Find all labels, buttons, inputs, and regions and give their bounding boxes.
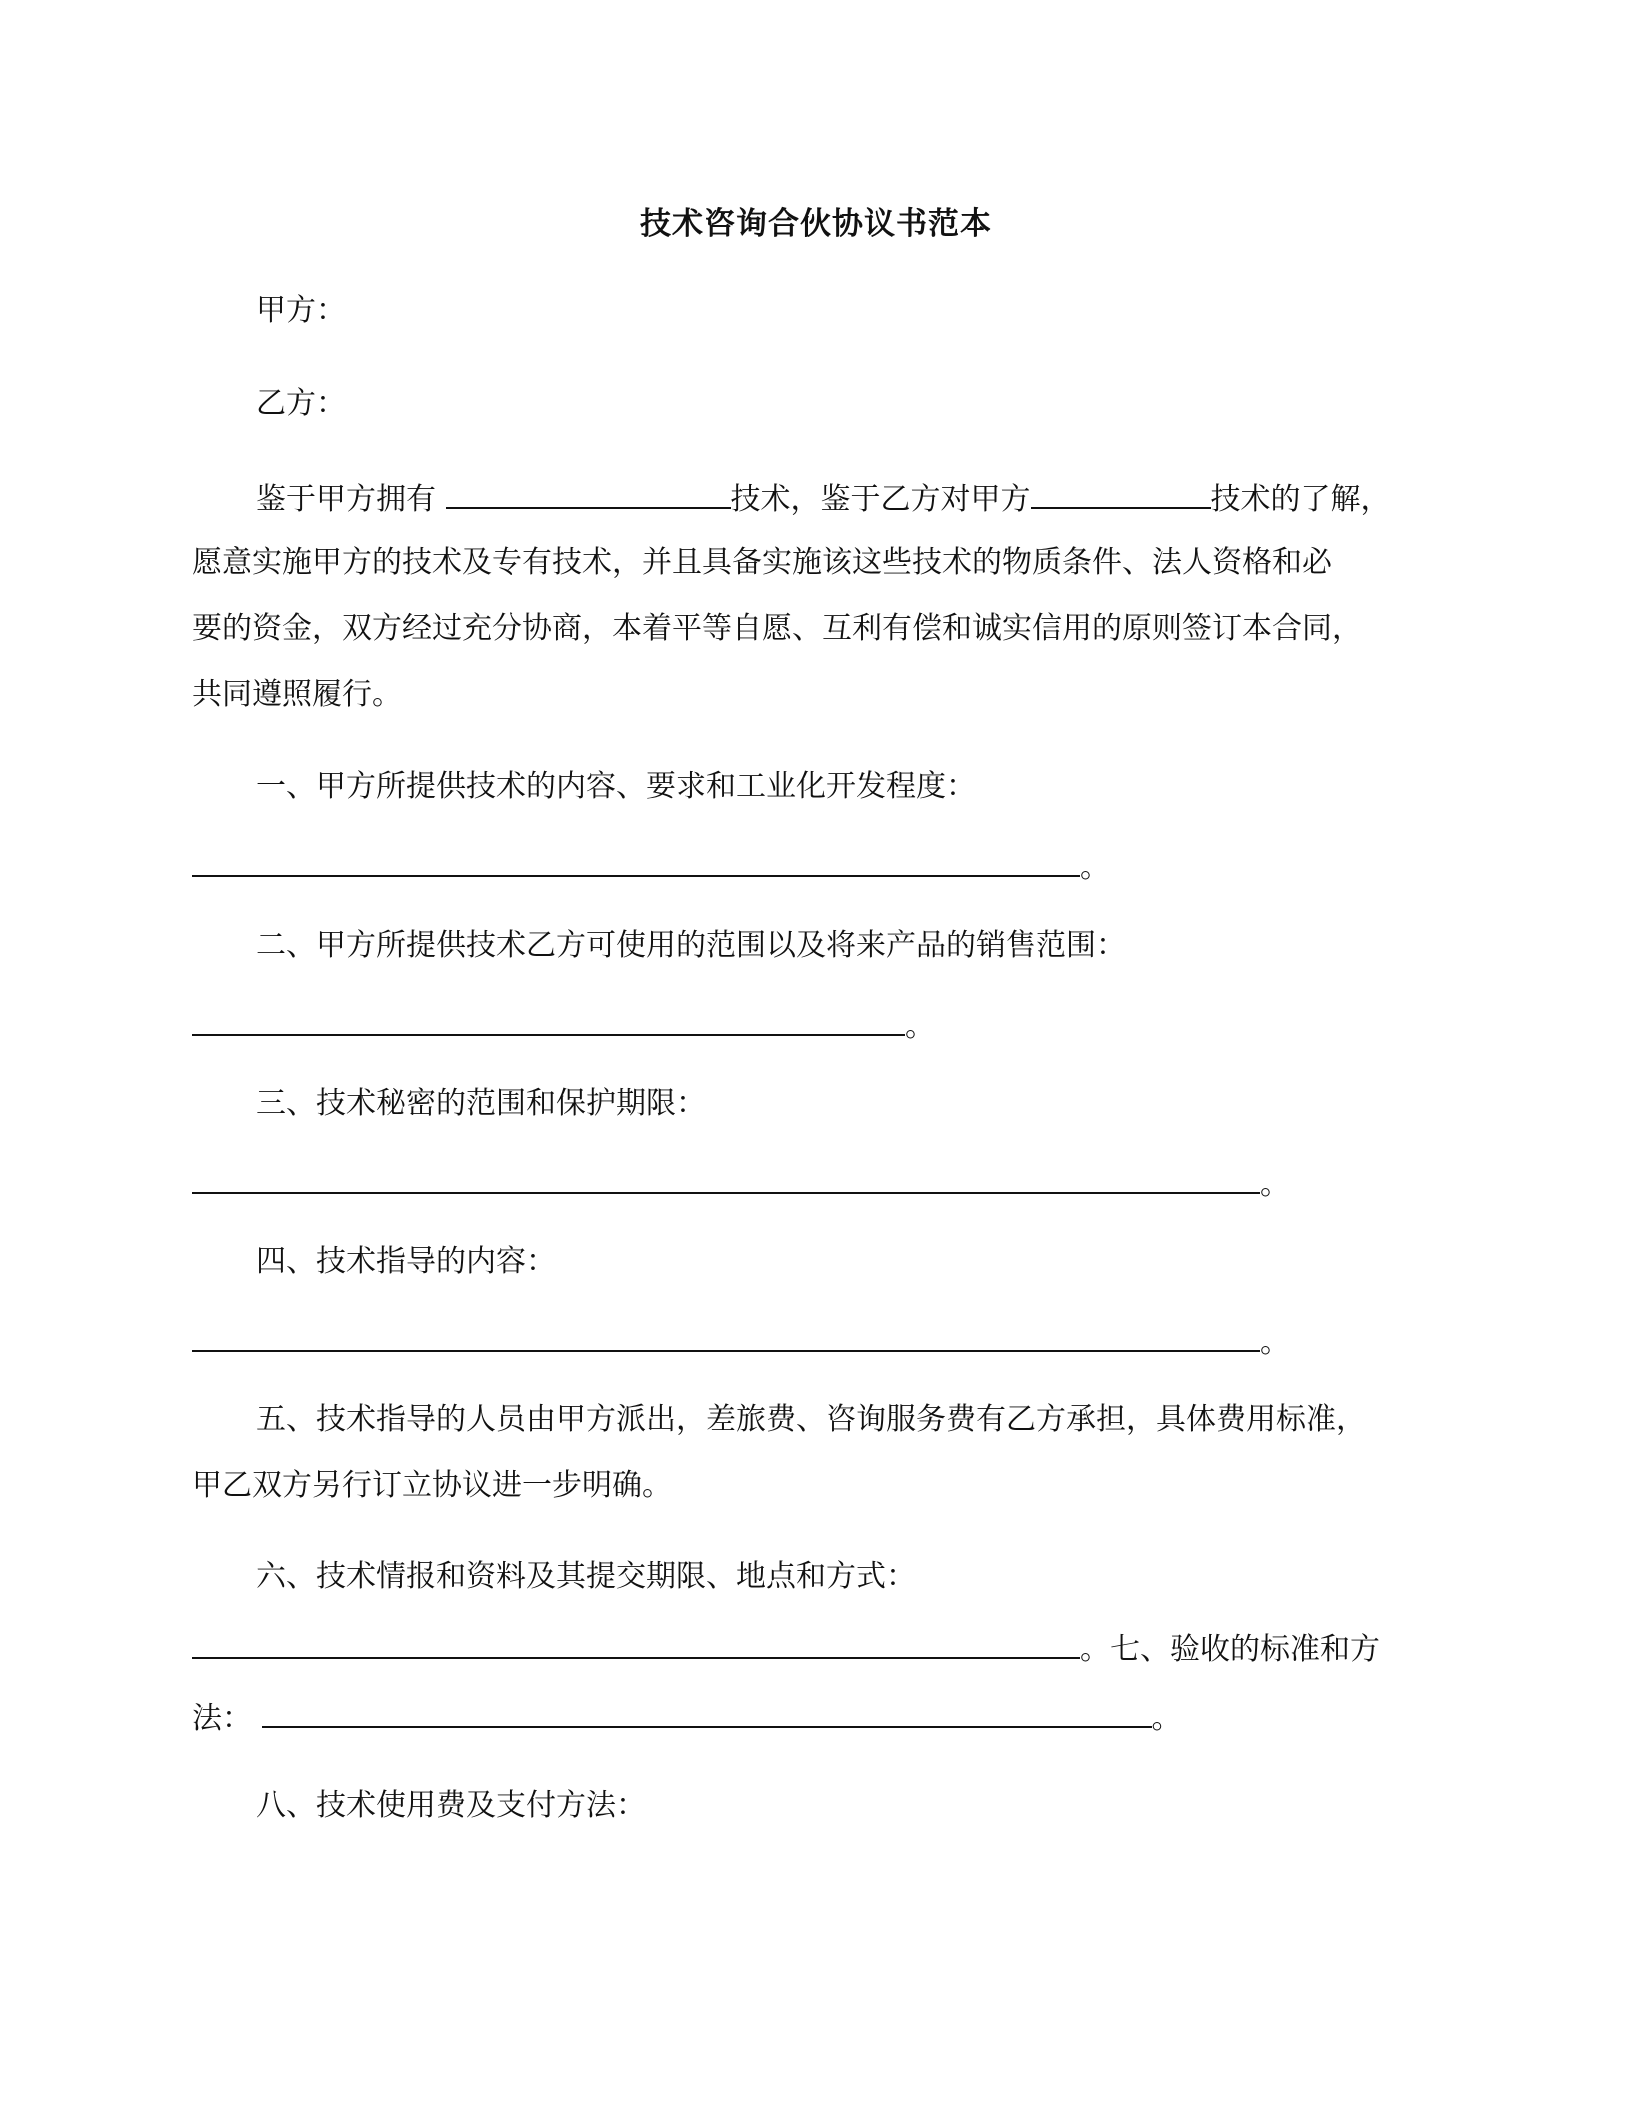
blank-field[interactable] xyxy=(1031,477,1211,509)
blank-field[interactable] xyxy=(192,1320,1260,1352)
section-1-blank-line xyxy=(192,845,1110,888)
party-a-label: 甲方： xyxy=(256,293,346,328)
section-7-heading-part1: 。七、验收的标准和方 xyxy=(1080,1632,1380,1667)
party-b-label: 乙方： xyxy=(256,386,346,421)
section-5-line-1: 五、技术指导的人员由甲方派出，差旅费、咨询服务费有乙方承担，具体费用标准， xyxy=(256,1402,1366,1437)
intro-line-3: 要的资金，双方经过充分协商，本着平等自愿、互利有偿和诚实信用的原则签订本合同， xyxy=(192,611,1362,646)
section-4-blank-line xyxy=(192,1320,1290,1363)
document-title: 技术咨询合伙协议书范本 xyxy=(640,206,992,242)
intro-line-4: 共同遵照履行。 xyxy=(192,677,402,712)
period: 。 xyxy=(905,1009,935,1044)
blank-field[interactable] xyxy=(192,1004,905,1036)
period: 。 xyxy=(1260,1167,1290,1202)
section-7-heading-part2: 法： xyxy=(192,1701,252,1736)
section-6-blank-line xyxy=(192,1627,1380,1670)
blank-field[interactable] xyxy=(192,1627,1080,1659)
section-7-line-2 xyxy=(192,1696,1182,1739)
period: 。 xyxy=(1151,1701,1182,1736)
section-2-blank-line xyxy=(192,1004,935,1047)
intro-text-2: 技术，鉴于乙方对甲方 xyxy=(730,482,1031,517)
period: 。 xyxy=(1260,1325,1290,1360)
blank-field[interactable] xyxy=(262,1696,1152,1728)
blank-field[interactable] xyxy=(446,477,731,509)
blank-field[interactable] xyxy=(192,1162,1260,1194)
section-2-heading: 二、甲方所提供技术乙方可使用的范围以及将来产品的销售范围： xyxy=(256,928,1126,963)
section-3-heading: 三、技术秘密的范围和保护期限： xyxy=(256,1086,706,1121)
intro-line-2: 愿意实施甲方的技术及专有技术，并且具备实施该这些技术的物质条件、法人资格和必 xyxy=(192,545,1332,580)
intro-text-1: 鉴于甲方拥有 xyxy=(256,482,446,517)
period: 。 xyxy=(1080,850,1110,885)
intro-line-1 xyxy=(256,477,1391,520)
section-3-blank-line xyxy=(192,1162,1290,1205)
section-4-heading: 四、技术指导的内容： xyxy=(256,1244,556,1279)
section-6-heading: 六、技术情报和资料及其提交期限、地点和方式： xyxy=(256,1559,916,1594)
section-8-heading: 八、技术使用费及支付方法： xyxy=(256,1788,646,1823)
section-5-line-2: 甲乙双方另行订立协议进一步明确。 xyxy=(192,1468,672,1503)
intro-text-3: 技术的了解， xyxy=(1210,482,1391,517)
blank-field[interactable] xyxy=(192,845,1080,877)
section-1-heading: 一、甲方所提供技术的内容、要求和工业化开发程度： xyxy=(256,769,976,804)
